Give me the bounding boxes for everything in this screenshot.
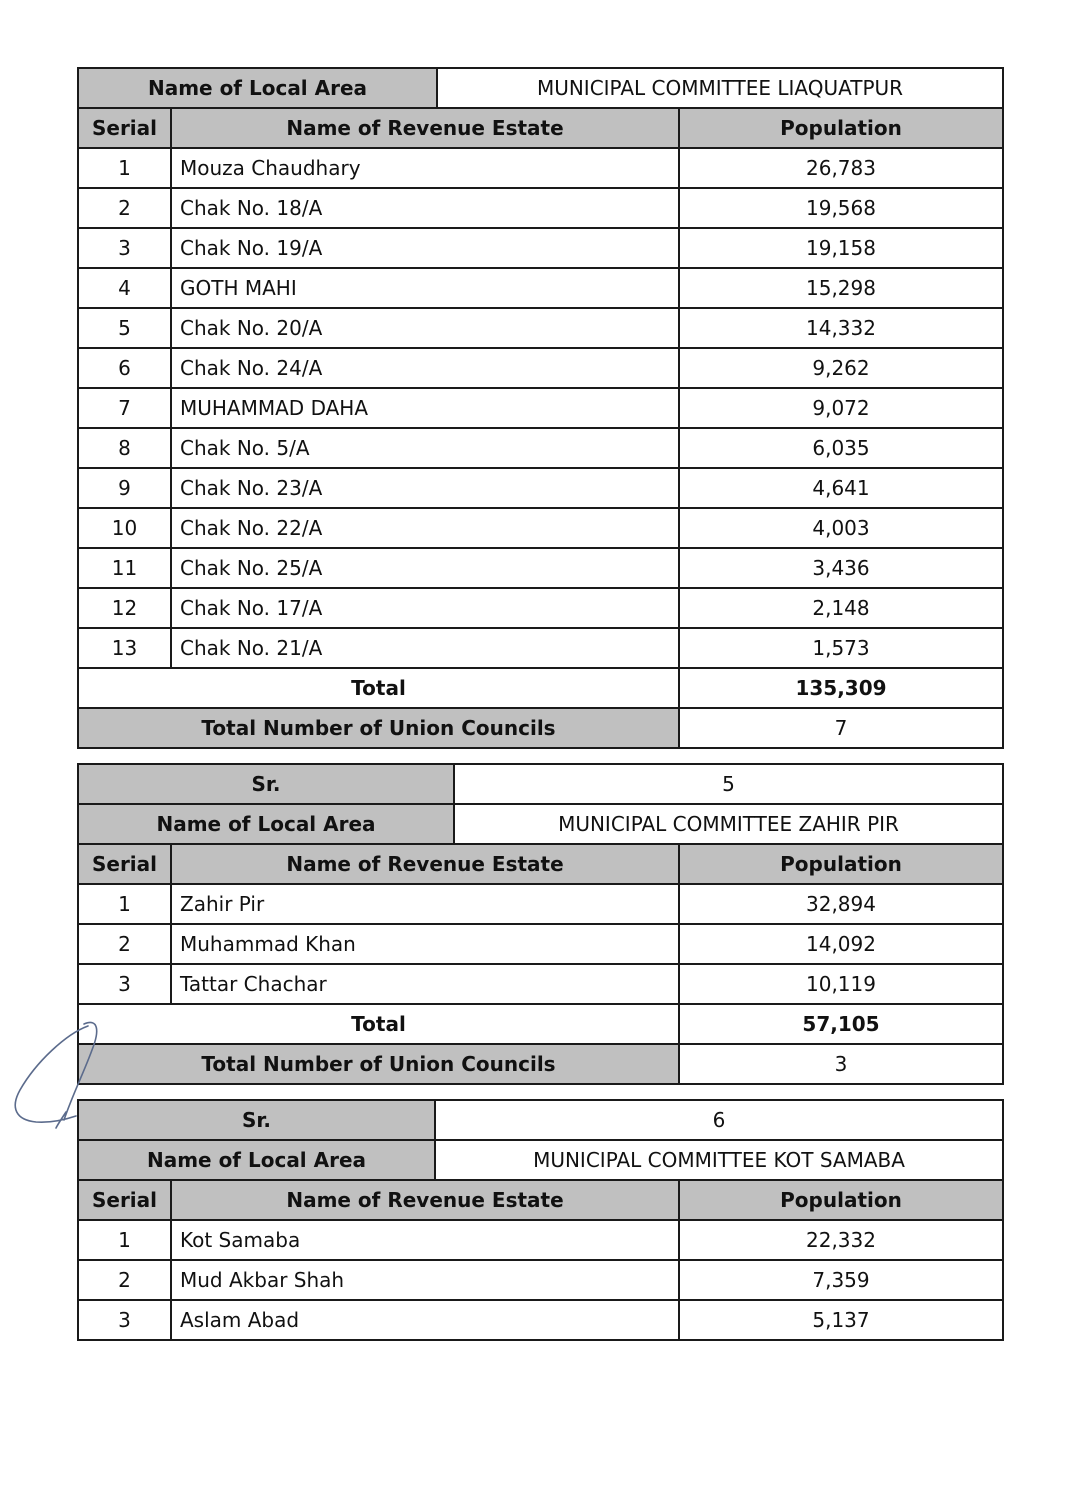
population-cell: 26,783 — [679, 148, 1003, 188]
serial-cell: 11 — [78, 548, 171, 588]
col-serial-header: Serial — [78, 844, 171, 884]
population-cell: 14,332 — [679, 308, 1003, 348]
estate-cell: GOTH MAHI — [171, 268, 679, 308]
estate-cell: Chak No. 24/A — [171, 348, 679, 388]
population-cell: 6,035 — [679, 428, 1003, 468]
table-row — [78, 428, 1003, 468]
kot-samaba-header-table — [77, 1099, 1004, 1181]
local-area-value: MUNICIPAL COMMITTEE ZAHIR PIR — [454, 804, 1003, 844]
population-cell: 9,072 — [679, 388, 1003, 428]
table-row — [78, 548, 1003, 588]
union-councils-value: 3 — [679, 1044, 1003, 1084]
col-estate-header: Name of Revenue Estate — [171, 844, 679, 884]
estate-cell: Chak No. 23/A — [171, 468, 679, 508]
population-cell: 22,332 — [679, 1220, 1003, 1260]
sr-label: Sr. — [78, 764, 454, 804]
col-population-header: Population — [679, 1180, 1003, 1220]
total-label: Total — [78, 668, 679, 708]
serial-cell: 3 — [78, 228, 171, 268]
col-population-header: Population — [679, 108, 1003, 148]
serial-cell: 7 — [78, 388, 171, 428]
zahir-pir-header-table — [77, 763, 1004, 845]
population-cell: 2,148 — [679, 588, 1003, 628]
table-row — [78, 628, 1003, 668]
population-cell: 19,568 — [679, 188, 1003, 228]
estate-cell: Muhammad Khan — [171, 924, 679, 964]
population-cell: 5,137 — [679, 1300, 1003, 1340]
serial-cell: 13 — [78, 628, 171, 668]
table-row — [78, 1220, 1003, 1260]
table-row — [78, 348, 1003, 388]
table-row — [78, 884, 1003, 924]
total-row — [78, 668, 1003, 708]
union-councils-row — [78, 1044, 1003, 1084]
serial-cell: 6 — [78, 348, 171, 388]
local-area-value: MUNICIPAL COMMITTEE KOT SAMABA — [435, 1140, 1003, 1180]
serial-cell: 1 — [78, 884, 171, 924]
column-header-row — [78, 844, 1003, 884]
document-page — [77, 67, 1002, 1341]
table-row — [78, 228, 1003, 268]
sr-value: 6 — [435, 1100, 1003, 1140]
table-row — [78, 148, 1003, 188]
table-row — [78, 388, 1003, 428]
total-value: 57,105 — [679, 1004, 1003, 1044]
estate-cell: Chak No. 21/A — [171, 628, 679, 668]
serial-cell: 9 — [78, 468, 171, 508]
sr-row — [78, 1100, 1003, 1140]
col-estate-header: Name of Revenue Estate — [171, 1180, 679, 1220]
estate-cell: Chak No. 17/A — [171, 588, 679, 628]
population-cell: 9,262 — [679, 348, 1003, 388]
population-cell: 15,298 — [679, 268, 1003, 308]
column-header-row — [78, 108, 1003, 148]
union-councils-value: 7 — [679, 708, 1003, 748]
local-area-row — [78, 1140, 1003, 1180]
sr-row — [78, 764, 1003, 804]
local-area-label: Name of Local Area — [78, 68, 437, 108]
local-area-row — [78, 804, 1003, 844]
table-row — [78, 924, 1003, 964]
estate-cell: Chak No. 25/A — [171, 548, 679, 588]
local-area-label: Name of Local Area — [78, 804, 454, 844]
estate-cell: Tattar Chachar — [171, 964, 679, 1004]
union-councils-label: Total Number of Union Councils — [78, 1044, 679, 1084]
population-cell: 3,436 — [679, 548, 1003, 588]
table-row — [78, 1260, 1003, 1300]
serial-cell: 1 — [78, 148, 171, 188]
serial-cell: 4 — [78, 268, 171, 308]
estate-cell: MUHAMMAD DAHA — [171, 388, 679, 428]
total-label: Total — [78, 1004, 679, 1044]
col-serial-header: Serial — [78, 1180, 171, 1220]
sr-value: 5 — [454, 764, 1003, 804]
estate-cell: Chak No. 5/A — [171, 428, 679, 468]
table-row — [78, 188, 1003, 228]
serial-cell: 5 — [78, 308, 171, 348]
estate-cell: Aslam Abad — [171, 1300, 679, 1340]
local-area-value: MUNICIPAL COMMITTEE LIAQUATPUR — [437, 68, 1003, 108]
col-serial-header: Serial — [78, 108, 171, 148]
estate-cell: Chak No. 18/A — [171, 188, 679, 228]
estate-cell: Mouza Chaudhary — [171, 148, 679, 188]
union-councils-label: Total Number of Union Councils — [78, 708, 679, 748]
column-header-row — [78, 1180, 1003, 1220]
estate-cell: Zahir Pir — [171, 884, 679, 924]
table-row — [78, 964, 1003, 1004]
estate-cell: Mud Akbar Shah — [171, 1260, 679, 1300]
population-cell: 10,119 — [679, 964, 1003, 1004]
serial-cell: 3 — [78, 1300, 171, 1340]
liaquatpur-estates-table — [77, 107, 1004, 749]
table-row — [78, 588, 1003, 628]
population-cell: 14,092 — [679, 924, 1003, 964]
serial-cell: 2 — [78, 188, 171, 228]
table-row — [78, 1300, 1003, 1340]
serial-cell: 12 — [78, 588, 171, 628]
population-cell: 7,359 — [679, 1260, 1003, 1300]
local-area-label: Name of Local Area — [78, 1140, 435, 1180]
serial-cell: 3 — [78, 964, 171, 1004]
union-councils-row — [78, 708, 1003, 748]
table-row — [78, 468, 1003, 508]
population-cell: 32,894 — [679, 884, 1003, 924]
serial-cell: 1 — [78, 1220, 171, 1260]
estate-cell: Kot Samaba — [171, 1220, 679, 1260]
total-row — [78, 1004, 1003, 1044]
population-cell: 19,158 — [679, 228, 1003, 268]
col-estate-header: Name of Revenue Estate — [171, 108, 679, 148]
population-cell: 1,573 — [679, 628, 1003, 668]
liaquatpur-header-table — [77, 67, 1004, 109]
serial-cell: 10 — [78, 508, 171, 548]
table-row — [78, 268, 1003, 308]
estate-cell: Chak No. 22/A — [171, 508, 679, 548]
estate-cell: Chak No. 20/A — [171, 308, 679, 348]
local-area-row — [78, 68, 1003, 108]
table-row — [78, 508, 1003, 548]
col-population-header: Population — [679, 844, 1003, 884]
population-cell: 4,641 — [679, 468, 1003, 508]
serial-cell: 2 — [78, 1260, 171, 1300]
population-cell: 4,003 — [679, 508, 1003, 548]
zahir-pir-estates-table — [77, 843, 1004, 1085]
sr-label: Sr. — [78, 1100, 435, 1140]
kot-samaba-estates-table — [77, 1179, 1004, 1341]
serial-cell: 8 — [78, 428, 171, 468]
total-value: 135,309 — [679, 668, 1003, 708]
estate-cell: Chak No. 19/A — [171, 228, 679, 268]
serial-cell: 2 — [78, 924, 171, 964]
table-row — [78, 308, 1003, 348]
